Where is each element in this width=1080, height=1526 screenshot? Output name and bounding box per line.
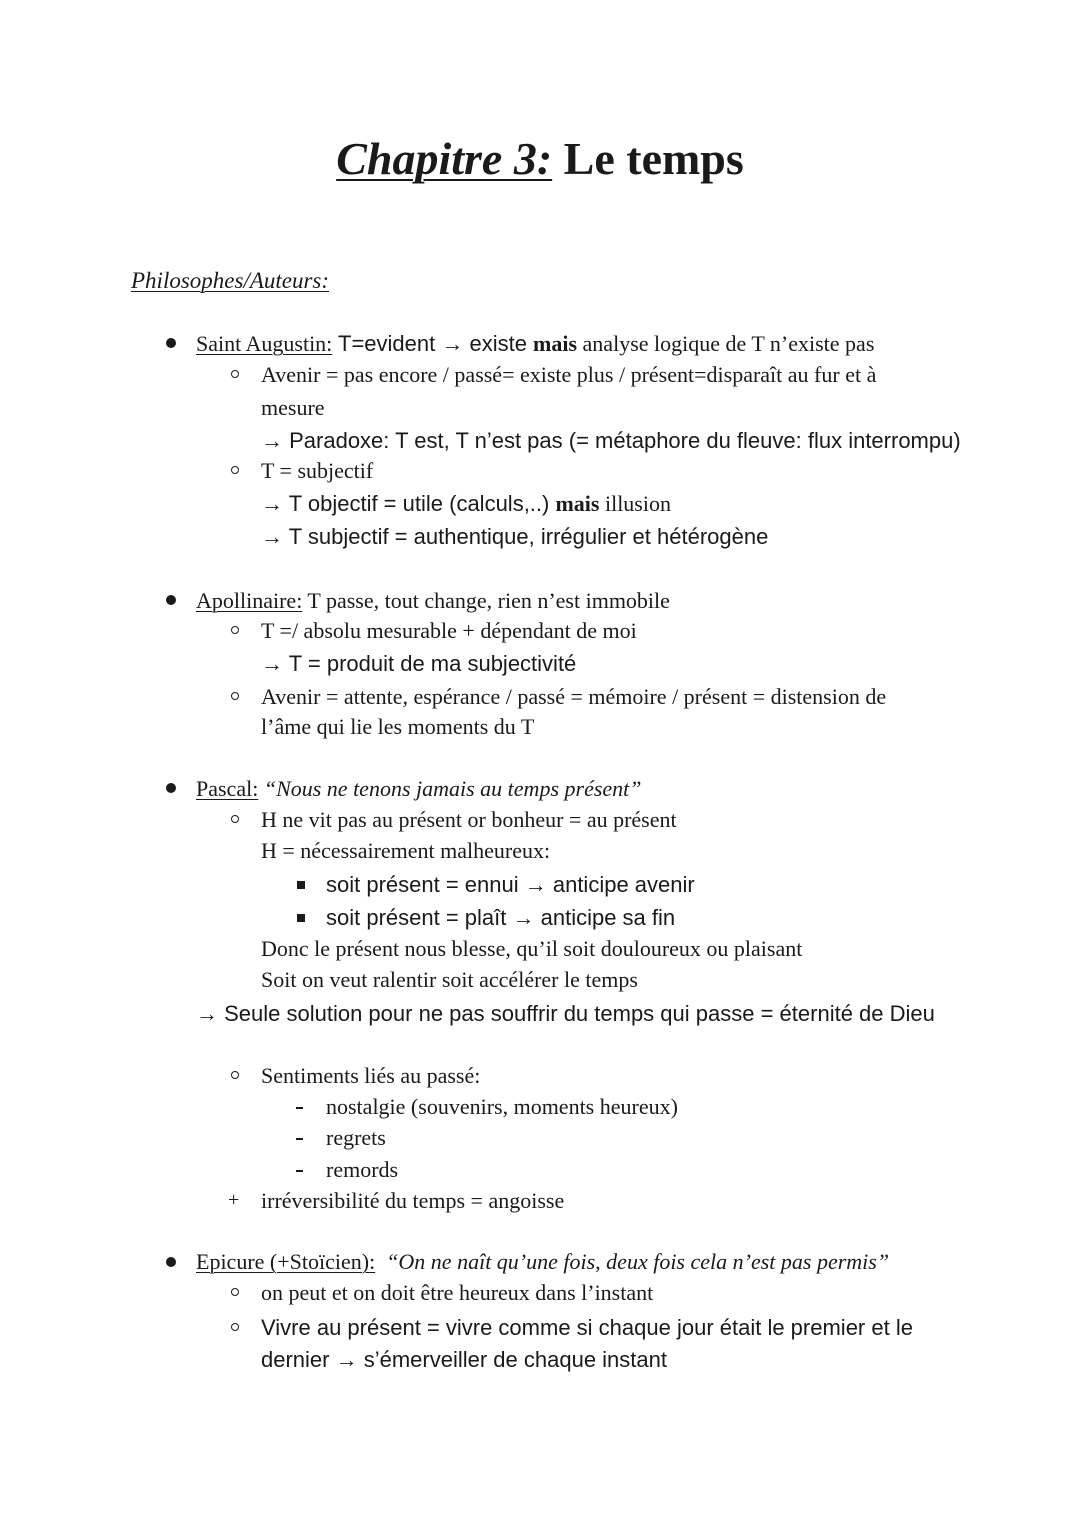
bullet-icon: [166, 595, 176, 605]
bullet-icon: [166, 338, 176, 348]
page-title: [0, 133, 1080, 184]
circle-bullet-icon: [231, 370, 239, 378]
apollinaire-heading: Apollinaire: T passe, tout change, rien n’est immobile: [196, 588, 670, 613]
epicure-heading: [196, 1251, 889, 1273]
apollinaire-line: T =/ absolu mesurable + dépendant de moi: [261, 618, 637, 643]
epicure-line: on peut et on doit être heureux dans l’instant: [261, 1280, 654, 1305]
chapter-subject: Le temps: [563, 133, 744, 184]
pascal-line: H ne vit pas au présent or bonheur = au présent: [261, 807, 677, 832]
plus-bullet-icon: +: [228, 1189, 240, 1211]
pascal-line: regrets: [326, 1125, 386, 1150]
circle-bullet-icon: [231, 1071, 239, 1079]
pascal-quote: “Nous ne tenons jamais au temps présent”: [263, 776, 642, 801]
circle-bullet-icon: [231, 1288, 239, 1296]
bullet-icon: [166, 1257, 176, 1267]
apollinaire-name: Apollinaire:: [196, 588, 303, 613]
apollinaire-line: l’âme qui lie les moments du T: [261, 714, 535, 739]
pascal-line: soit présent = plaît → anticipe sa fin: [326, 905, 676, 930]
circle-bullet-icon: [231, 815, 239, 823]
square-bullet-icon: [297, 881, 305, 889]
dash-bullet-icon: [296, 1107, 303, 1109]
pascal-name: Pascal:: [196, 776, 259, 801]
augustin-line: → T subjectif = authentique, irrégulier et hétérogène: [261, 524, 769, 549]
augustin-line: mesure: [261, 395, 325, 420]
augustin-line: T = subjectif: [261, 458, 374, 483]
bullet-icon: [166, 783, 176, 793]
circle-bullet-icon: [231, 1323, 239, 1331]
augustin-heading: Saint Augustin: T=evident → existe mais analyse logique de T n’existe pas: [196, 331, 875, 356]
circle-bullet-icon: [231, 626, 239, 634]
circle-bullet-icon: [231, 466, 239, 474]
epicure-line: Vivre au présent = vivre comme si chaque jour était le premier et le: [261, 1315, 913, 1340]
circle-bullet-icon: [231, 692, 239, 700]
pascal-line: remords: [326, 1157, 399, 1182]
epicure-line: dernier → s’émerveiller de chaque instant: [261, 1347, 667, 1372]
square-bullet-icon: [297, 914, 305, 922]
pascal-line: Soit on veut ralentir soit accélérer le temps: [261, 967, 638, 992]
dash-bullet-icon: [296, 1170, 303, 1172]
augustin-line: → T objectif = utile (calculs,..) mais illusion: [261, 491, 671, 516]
pascal-line: irréversibilité du temps = angoisse: [261, 1188, 565, 1213]
pascal-line: soit présent = ennui → anticipe avenir: [326, 872, 695, 897]
section-subtitle: Philosophes/Auteurs:: [131, 268, 330, 293]
augustin-name: Saint Augustin:: [196, 331, 333, 356]
pascal-line: Donc le présent nous blesse, qu’il soit douloureux ou plaisant: [261, 936, 803, 961]
pascal-line: H = nécessairement malheureux:: [261, 838, 551, 863]
pascal-line: nostalgie (souvenirs, moments heureux): [326, 1094, 678, 1119]
dash-bullet-icon: [296, 1138, 303, 1140]
epicure-quote: “On ne naît qu’une fois, deux fois cela n’est pas permis”: [386, 1249, 890, 1274]
pascal-conclusion: → Seule solution pour ne pas souffrir du temps qui passe = éternité de Dieu: [196, 1001, 935, 1026]
apollinaire-line: Avenir = attente, espérance / passé = mémoire / présent = distension de: [261, 684, 887, 709]
chapter-label: Chapitre 3:: [336, 133, 553, 184]
epicure-name: Epicure (+Stoïcien):: [196, 1249, 376, 1274]
apollinaire-line: → T = produit de ma subjectivité: [261, 651, 577, 676]
pascal-line: Sentiments liés au passé:: [261, 1063, 481, 1088]
pascal-heading: [196, 778, 642, 800]
augustin-line: Avenir = pas encore / passé= existe plus / présent=disparaît au fur et à: [261, 362, 877, 387]
augustin-line: → Paradoxe: T est, T n’est pas (= métaphore du fleuve: flux interrompu): [261, 428, 961, 453]
